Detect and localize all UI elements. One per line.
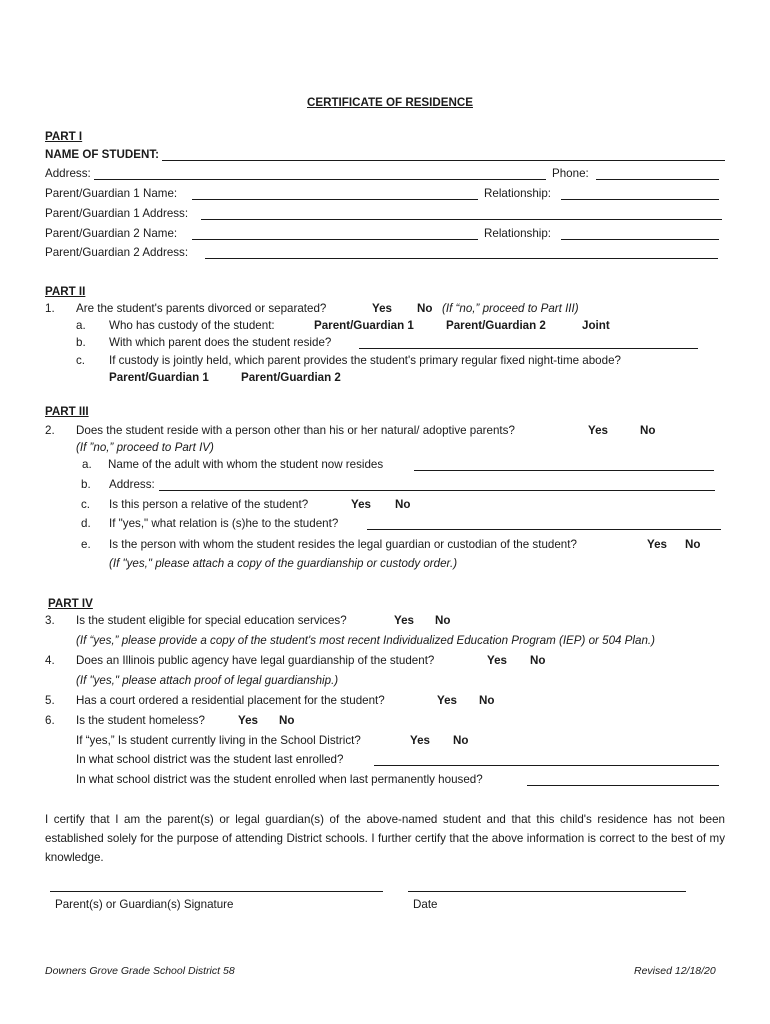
q2d-label: d.	[81, 517, 91, 530]
q1b-text: With which parent does the student reside?	[109, 336, 332, 349]
pg1-address-field[interactable]	[201, 219, 722, 220]
q1a-label: a.	[76, 319, 86, 332]
q1-number: 1.	[45, 302, 55, 315]
date-label: Date	[413, 898, 438, 911]
q1c-pg2-option[interactable]: Parent/Guardian 2	[241, 371, 341, 384]
q6a-yes-option[interactable]: Yes	[410, 734, 430, 747]
student-name-field[interactable]	[162, 160, 725, 161]
q5-yes-option[interactable]: Yes	[437, 694, 457, 707]
footer-revised: Revised 12/18/20	[634, 965, 716, 977]
q1-note: (If “no,” proceed to Part III)	[442, 302, 579, 315]
q4-no-option[interactable]: No	[530, 654, 546, 667]
pg2-name-field[interactable]	[192, 239, 478, 240]
date-field[interactable]	[408, 891, 686, 892]
q1b-field[interactable]	[359, 348, 698, 349]
q4-note: (If "yes," please attach proof of legal guardianship.)	[76, 674, 339, 687]
q6-no-option[interactable]: No	[279, 714, 295, 727]
signature-label: Parent(s) or Guardian(s) Signature	[55, 898, 234, 911]
q2c-yes-option[interactable]: Yes	[351, 498, 371, 511]
q6b-text: In what school district was the student last enrolled?	[76, 753, 344, 766]
q1-text: Are the student's parents divorced or separated?	[76, 302, 327, 315]
q3-yes-option[interactable]: Yes	[394, 614, 414, 627]
pg2-address-label: Parent/Guardian 2 Address:	[45, 246, 189, 259]
pg1-address-label: Parent/Guardian 1 Address:	[45, 207, 189, 220]
q2a-text: Name of the adult with whom the student now resides	[108, 458, 384, 471]
q5-text: Has a court ordered a residential placement for the student?	[76, 694, 385, 707]
q3-no-option[interactable]: No	[435, 614, 451, 627]
pg1-name-field[interactable]	[192, 199, 478, 200]
q3-number: 3.	[45, 614, 55, 627]
q2e-label: e.	[81, 538, 91, 551]
q2a-label: a.	[82, 458, 92, 471]
student-name-label: NAME OF STUDENT:	[45, 148, 160, 161]
q1c-pg1-option[interactable]: Parent/Guardian 1	[109, 371, 209, 384]
q2b-field[interactable]	[159, 490, 715, 491]
q2-note: (If ”no,” proceed to Part IV)	[76, 441, 214, 454]
q6a-no-option[interactable]: No	[453, 734, 469, 747]
pg2-relationship-field[interactable]	[561, 239, 719, 240]
pg2-address-field[interactable]	[205, 258, 718, 259]
q2e-yes-option[interactable]: Yes	[647, 538, 667, 551]
q2b-label: b.	[81, 478, 91, 491]
q1c-text: If custody is jointly held, which parent provides the student's primary regular fixed night-time abode?	[109, 354, 621, 367]
q5-no-option[interactable]: No	[479, 694, 495, 707]
part3-heading: PART III	[45, 405, 89, 418]
q2e-text: Is the person with whom the student resides the legal guardian or custodian of the student?	[109, 538, 577, 551]
pg2-name-label: Parent/Guardian 2 Name:	[45, 227, 178, 240]
footer-district: Downers Grove Grade School District 58	[45, 965, 235, 977]
q2d-text: If "yes," what relation is (s)he to the student?	[109, 517, 339, 530]
q2e-no-option[interactable]: No	[685, 538, 701, 551]
q6-number: 6.	[45, 714, 55, 727]
q6c-field[interactable]	[527, 785, 719, 786]
q4-number: 4.	[45, 654, 55, 667]
q3-text: Is the student eligible for special education services?	[76, 614, 347, 627]
q2e-note: (If "yes," please attach a copy of the guardianship or custody order.)	[109, 557, 458, 570]
q2-yes-option[interactable]: Yes	[588, 424, 608, 437]
q1-no-option[interactable]: No	[417, 302, 433, 315]
q1a-joint-option[interactable]: Joint	[582, 319, 610, 332]
part4-heading: PART IV	[48, 597, 93, 610]
pg1-relationship-label: Relationship:	[484, 187, 552, 200]
pg1-relationship-field[interactable]	[561, 199, 719, 200]
q1b-label: b.	[76, 336, 86, 349]
q4-yes-option[interactable]: Yes	[487, 654, 507, 667]
q6b-field[interactable]	[374, 765, 719, 766]
q4-text: Does an Illinois public agency have legal guardianship of the student?	[76, 654, 435, 667]
part2-heading: PART II	[45, 285, 86, 298]
q2c-text: Is this person a relative of the student?	[109, 498, 309, 511]
pg1-name-label: Parent/Guardian 1 Name:	[45, 187, 178, 200]
pg2-relationship-label: Relationship:	[484, 227, 552, 240]
phone-field[interactable]	[596, 179, 719, 180]
q2-text: Does the student reside with a person other than his or her natural/ adoptive parents?	[76, 424, 515, 437]
q6a-text: If “yes,” Is student currently living in the School District?	[76, 734, 361, 747]
address-label: Address:	[45, 167, 91, 180]
q2-no-option[interactable]: No	[640, 424, 656, 437]
page-title: CERTIFICATE OF RESIDENCE	[307, 96, 473, 109]
q2-number: 2.	[45, 424, 55, 437]
q6-text: Is the student homeless?	[76, 714, 205, 727]
certification-statement: I certify that I am the parent(s) or legal guardian(s) of the above-named student and that this child's residence has not been established solely for the purpose of attending District schools. I further certify that the above information is correct to the best of my knowledge.	[45, 813, 725, 864]
q3-note: (If “yes,” please provide a copy of the student's most recent Individualized Education Program (IEP) or 504 Plan.)	[76, 634, 655, 647]
address-field[interactable]	[94, 179, 546, 180]
q6c-text: In what school district was the student enrolled when last permanently housed?	[76, 773, 483, 786]
q1a-text: Who has custody of the student:	[109, 319, 275, 332]
phone-label: Phone:	[552, 167, 589, 180]
q1c-label: c.	[76, 354, 86, 367]
part1-heading: PART I	[45, 130, 83, 143]
q6-yes-option[interactable]: Yes	[238, 714, 258, 727]
q2a-field[interactable]	[414, 470, 714, 471]
q1a-pg1-option[interactable]: Parent/Guardian 1	[314, 319, 414, 332]
q5-number: 5.	[45, 694, 55, 707]
q2c-label: c.	[81, 498, 91, 511]
q2c-no-option[interactable]: No	[395, 498, 411, 511]
q2b-text: Address:	[109, 478, 155, 491]
q1-yes-option[interactable]: Yes	[372, 302, 392, 315]
signature-field[interactable]	[50, 891, 383, 892]
q1a-pg2-option[interactable]: Parent/Guardian 2	[446, 319, 546, 332]
q2d-field[interactable]	[367, 529, 721, 530]
